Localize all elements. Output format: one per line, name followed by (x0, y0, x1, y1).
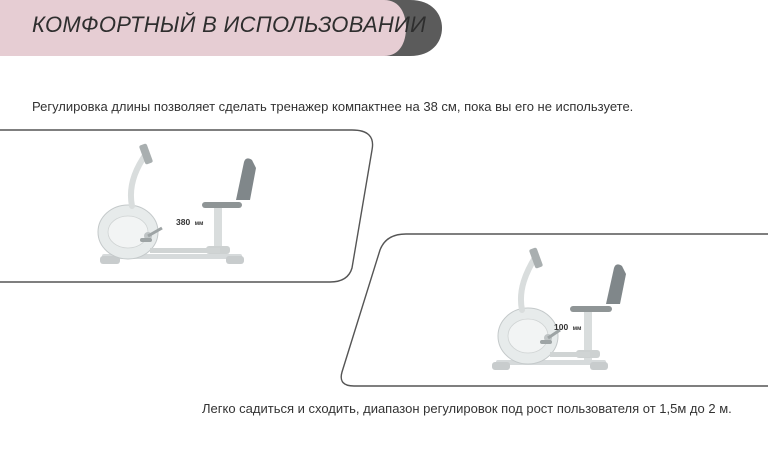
svg-text:100 мм (554, 322, 582, 332)
panel-extended-frame (336, 232, 768, 390)
header-banner (0, 0, 768, 56)
page-title: КОМФОРТНЫЙ В ИСПОЛЬЗОВАНИИ (32, 12, 427, 37)
dimension-value-compact: 380 (176, 217, 191, 227)
dimension-unit-extended: мм (572, 326, 582, 332)
dimension-value-extended: 100 (554, 322, 569, 332)
panel-extended (336, 232, 768, 390)
footer-text: Легко садиться и сходить, диапазон регулировок под рост пользователя от 1,5м до 2 м. (202, 401, 732, 416)
panel-compact (0, 128, 380, 286)
panel-compact-frame (0, 128, 380, 286)
svg-text:380 мм (176, 217, 204, 227)
exercise-bike-image (98, 143, 256, 264)
intro-text: Регулировка длины позволяет сделать тренажер компактнее на 38 см, пока вы его не используете. (32, 99, 634, 114)
exercise-bike-image (492, 247, 626, 370)
dimension-unit-compact: мм (194, 221, 204, 227)
